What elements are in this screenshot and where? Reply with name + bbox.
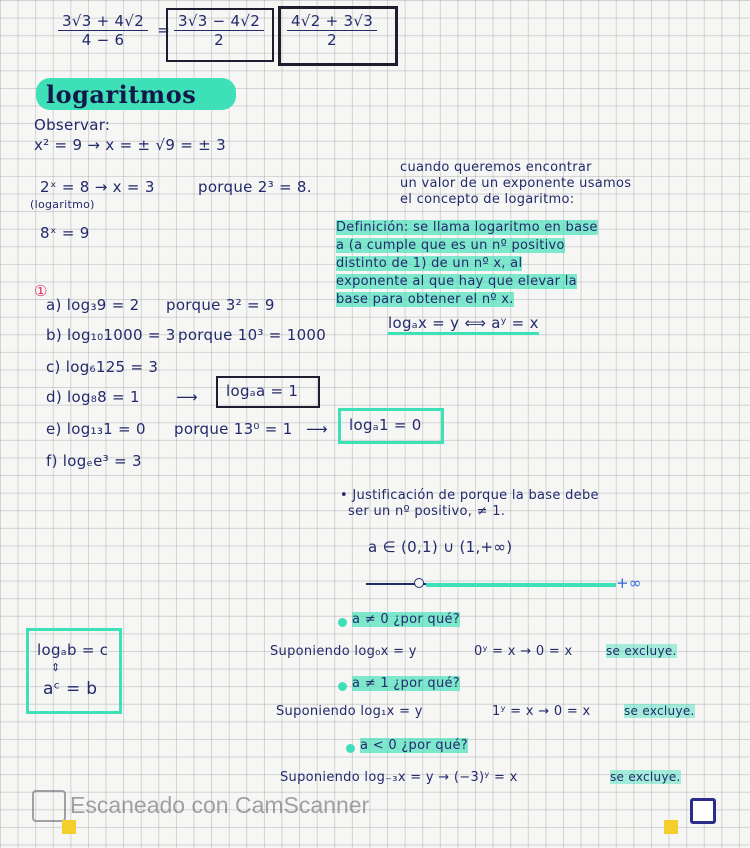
case-3-conclusion: se excluye. (610, 770, 681, 784)
interval: a ∈ (0,1) ∪ (1,+∞) (368, 538, 513, 556)
arrow-e: ⟶ (306, 420, 328, 438)
definition-line-5: base para obtener el nº x. (336, 292, 514, 307)
examples-marker: ① (34, 282, 48, 300)
summary-line-2: ⇕ (51, 661, 61, 674)
left-fraction (58, 12, 148, 49)
top-equation (58, 12, 174, 49)
title-highlight (36, 78, 236, 110)
observe-line-2-reason: porque 2³ = 8. (198, 178, 312, 196)
definition-intro-3: el concepto de logaritmo: (400, 192, 575, 207)
box2-numerator: 4√2 + 3√3 (287, 12, 377, 31)
box1-numerator: 3√3 − 4√2 (174, 12, 264, 31)
case-2-supposition: Suponiendo log₁x = y (276, 704, 423, 719)
box-e (338, 408, 444, 444)
boxed-fraction-2 (278, 6, 398, 66)
definition-line-4: exponente al que hay que elevar la (336, 274, 577, 289)
case-1-supposition: Suponiendo log₀x = y (270, 644, 417, 659)
definition-line-2: a (a cumple que es un nº positivo (336, 238, 565, 253)
example-b-reason: porque 10³ = 1000 (178, 326, 327, 344)
definition-line-3: distinto de 1) de un nº x, al (336, 256, 523, 271)
bullet-2 (338, 682, 347, 691)
definition-intro-2: un valor de un exponente usamos (400, 176, 632, 191)
bullet-3 (346, 744, 355, 753)
example-a-reason: porque 3² = 9 (166, 296, 275, 314)
definition-intro-1: cuando queremos encontrar (400, 160, 592, 175)
example-a: a) log₃9 = 2 (46, 296, 140, 314)
case-1-conclusion: se excluye. (606, 644, 677, 658)
example-f: f) logₑe³ = 3 (46, 452, 142, 470)
observe-line-2: 2ˣ = 8 → x = 3 (40, 178, 155, 196)
page-title: logaritmos (46, 80, 197, 109)
case-question-2: a ≠ 1 ¿por qué? (352, 676, 460, 691)
box1-denominator: 2 (214, 31, 224, 49)
bullet-1 (338, 618, 347, 627)
justification-line-2: ser un nº positivo, ≠ 1. (348, 504, 506, 519)
definition-line-1: Definición: se llama logaritmo en base (336, 220, 598, 235)
observe-note: (logaritmo) (30, 198, 95, 211)
camscanner-logo-icon (32, 790, 66, 822)
example-e: e) log₁₃1 = 0 (46, 420, 146, 438)
corner-logo-icon (690, 798, 716, 824)
case-3-supposition: Suponiendo log₋₃x = y → (−3)ʸ = x (280, 770, 518, 785)
example-d: d) log₈8 = 1 (46, 388, 140, 406)
case-2-result: 1ʸ = x → 0 = x (492, 704, 591, 719)
yellow-square-icon-2 (664, 820, 678, 834)
number-line-highlight (426, 583, 616, 587)
justification-line-1: • Justificación de porque la base debe (340, 488, 599, 503)
summary-line-3: aᶜ = b (43, 679, 98, 699)
arrow-d: ⟶ (176, 388, 198, 406)
summary-line-1: logₐb = c (37, 641, 109, 659)
observe-label: Observar: (34, 116, 111, 134)
left-denominator: 4 − 6 (81, 31, 125, 49)
boxed-fraction-1 (166, 8, 274, 62)
equals-sign: = (157, 21, 171, 39)
observe-line-1: x² = 9 → x = ± √9 = ± 3 (34, 136, 226, 154)
infinity-label: +∞ (616, 574, 642, 592)
definition-formula: logₐx = y ⟺ aʸ = x (388, 314, 539, 335)
left-numerator: 3√3 + 4√2 (58, 12, 148, 31)
case-question-1: a ≠ 0 ¿por qué? (352, 612, 460, 627)
box-e-text: logₐ1 = 0 (349, 416, 422, 434)
example-b: b) log₁₀1000 = 3 (46, 326, 176, 344)
box2-denominator: 2 (327, 31, 337, 49)
box-d (216, 376, 320, 408)
case-1-result: 0ʸ = x → 0 = x (474, 644, 573, 659)
case-2-conclusion: se excluye. (624, 704, 695, 718)
open-point-1 (414, 578, 424, 588)
yellow-square-icon (62, 820, 76, 834)
example-e-reason: porque 13⁰ = 1 (174, 420, 293, 438)
box-d-text: logₐa = 1 (226, 382, 299, 400)
summary-box (26, 628, 122, 714)
observe-line-3: 8ˣ = 9 (40, 224, 90, 242)
case-question-3: a < 0 ¿por qué? (360, 738, 468, 753)
example-c: c) log₆125 = 3 (46, 358, 159, 376)
scanner-watermark: Escaneado con CamScanner (70, 792, 370, 818)
